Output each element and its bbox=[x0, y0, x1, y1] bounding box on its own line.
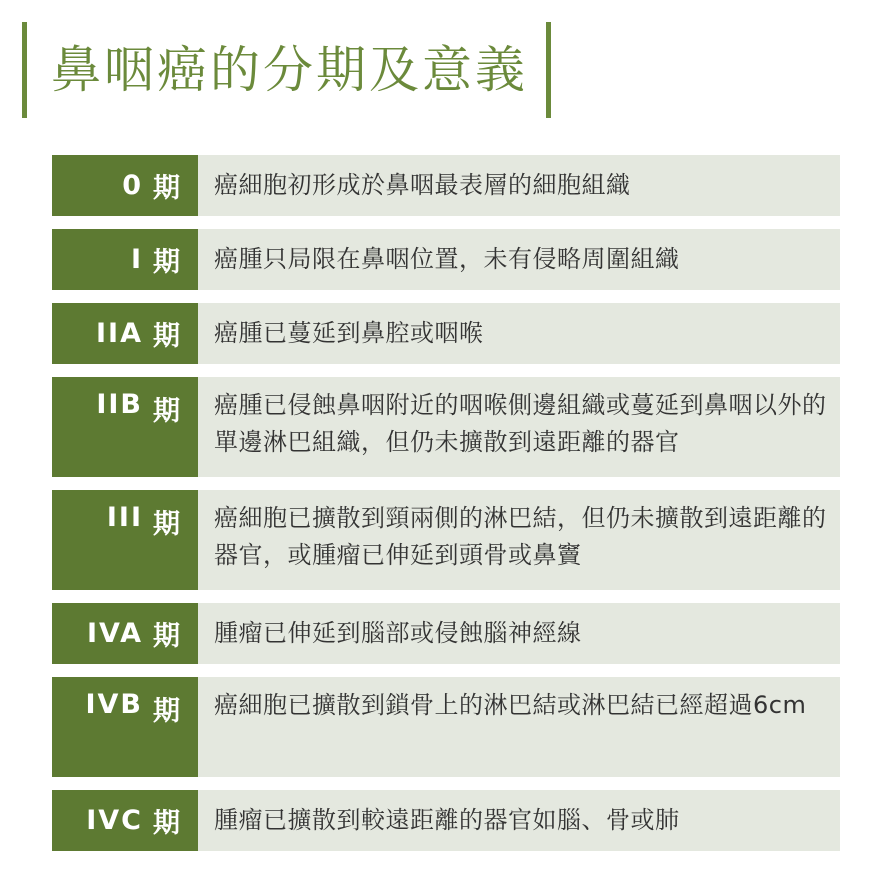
stage-description: 腫瘤已伸延到腦部或侵蝕腦神經線 bbox=[214, 619, 582, 647]
stage-description: 癌細胞已擴散到頸兩側的淋巴結，但仍未擴散到遠距離的器官，或腫瘤已伸延到頭骨或鼻竇 bbox=[214, 504, 827, 569]
stage-period: 期 bbox=[153, 808, 182, 839]
stage-code: III bbox=[106, 502, 143, 533]
stage-row-0 bbox=[52, 155, 840, 216]
stage-label bbox=[52, 377, 198, 477]
stage-row-7 bbox=[52, 790, 840, 851]
stage-label bbox=[52, 790, 198, 851]
stage-description: 癌細胞已擴散到鎖骨上的淋巴結或淋巴結已經超過6cm bbox=[214, 691, 807, 719]
stage-label bbox=[52, 155, 198, 216]
stage-code: IIB bbox=[96, 389, 143, 420]
stage-description: 癌細胞初形成於鼻咽最表層的細胞組織 bbox=[214, 171, 631, 199]
page-header bbox=[22, 22, 551, 118]
stage-label bbox=[52, 603, 198, 664]
stage-code: 0 bbox=[122, 170, 143, 201]
stage-row-4 bbox=[52, 490, 840, 590]
stage-code: IIA bbox=[96, 318, 143, 349]
stage-description: 癌腫已蔓延到鼻腔或咽喉 bbox=[214, 319, 484, 347]
stage-table bbox=[52, 155, 840, 864]
stage-period: 期 bbox=[153, 396, 182, 427]
stage-description: 癌腫只局限在鼻咽位置，未有侵略周圍組織 bbox=[214, 245, 680, 273]
stage-period: 期 bbox=[153, 509, 182, 540]
stage-row-6 bbox=[52, 677, 840, 777]
stage-row-2 bbox=[52, 303, 840, 364]
stage-period: 期 bbox=[153, 321, 182, 352]
stage-label bbox=[52, 490, 198, 590]
stage-row-5 bbox=[52, 603, 840, 664]
stage-description: 腫瘤已擴散到較遠距離的器官如腦、骨或肺 bbox=[214, 806, 680, 834]
stage-period: 期 bbox=[153, 696, 182, 727]
stage-code: IVA bbox=[86, 618, 143, 649]
stage-row-3 bbox=[52, 377, 840, 477]
stage-row-1 bbox=[52, 229, 840, 290]
stage-code: I bbox=[130, 244, 143, 275]
stage-code: IVB bbox=[85, 689, 143, 720]
stage-period: 期 bbox=[153, 247, 182, 278]
stage-label bbox=[52, 229, 198, 290]
page-title: 鼻咽癌的分期及意義 bbox=[51, 41, 528, 99]
stage-period: 期 bbox=[153, 621, 182, 652]
stage-code: IVC bbox=[86, 805, 143, 836]
stage-period: 期 bbox=[153, 173, 182, 204]
stage-label bbox=[52, 303, 198, 364]
stage-label bbox=[52, 677, 198, 777]
stage-description: 癌腫已侵蝕鼻咽附近的咽喉側邊組織或蔓延到鼻咽以外的單邊淋巴組織，但仍未擴散到遠距離的器官 bbox=[214, 391, 827, 456]
title-right-bar bbox=[546, 22, 551, 118]
